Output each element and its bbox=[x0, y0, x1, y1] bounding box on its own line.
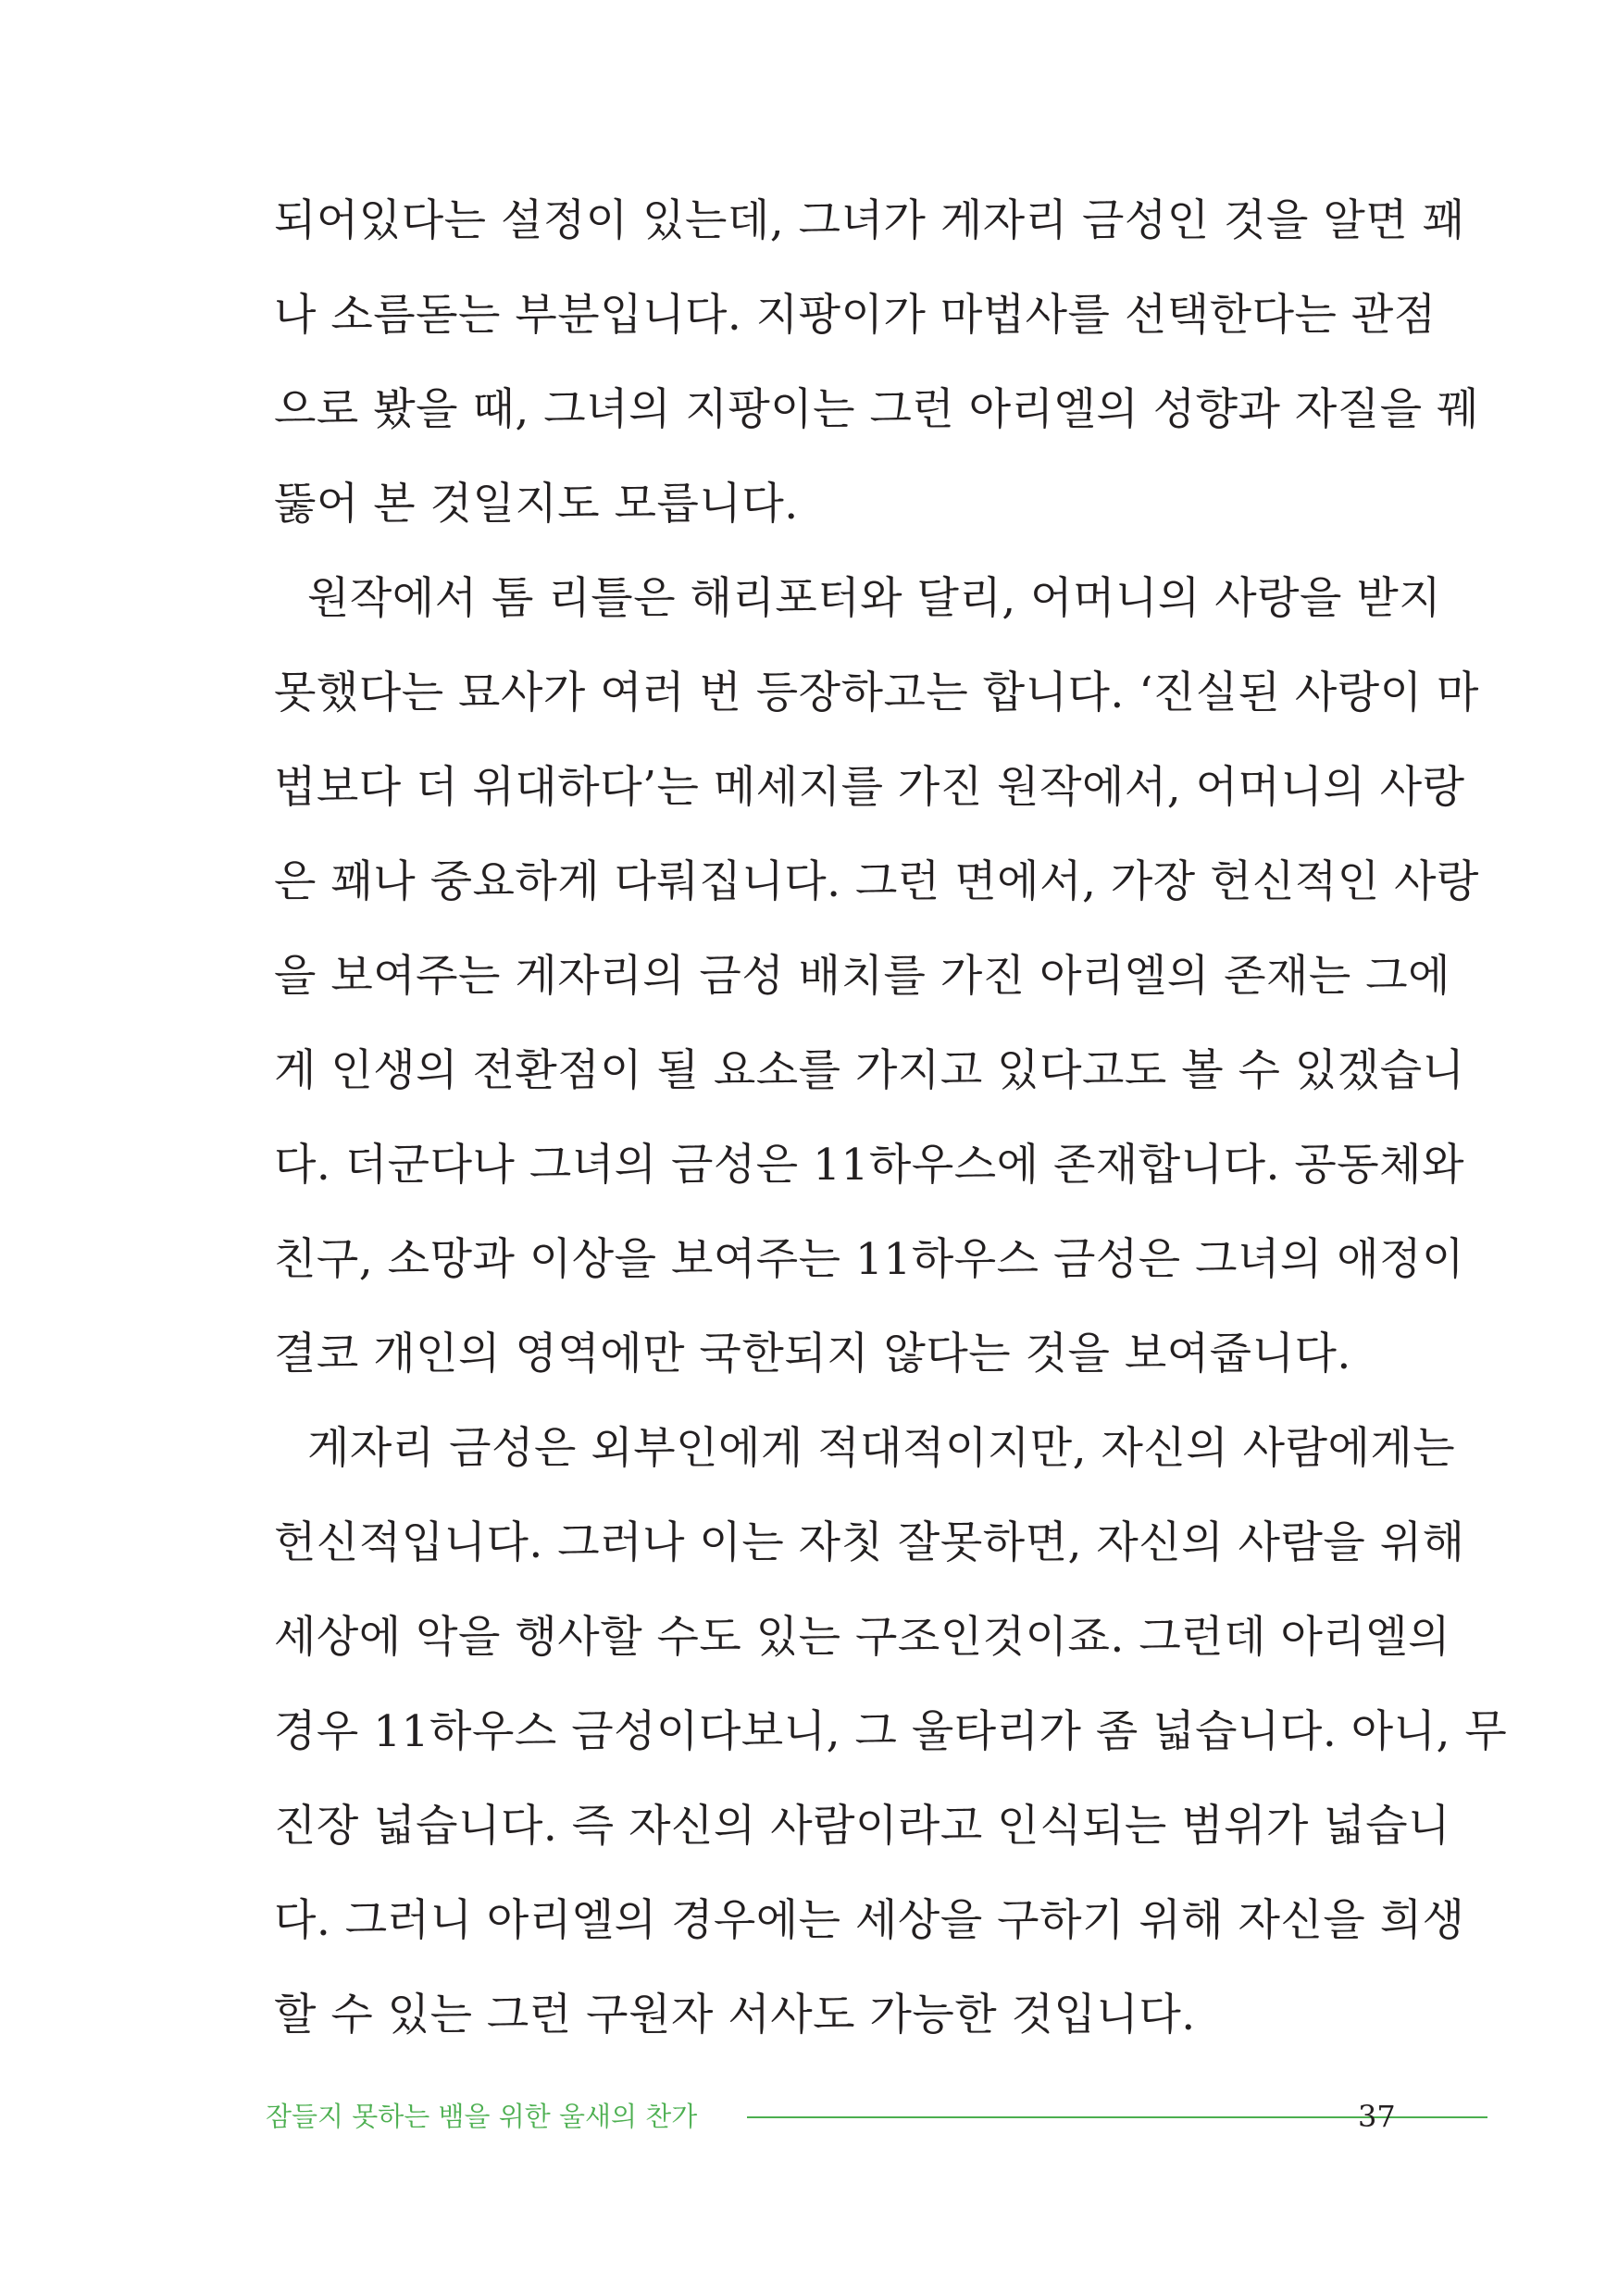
text-line: 다. 그러니 아리엘의 경우에는 세상을 구하기 위해 자신을 희생 bbox=[274, 1895, 1465, 1946]
page-number: 37 bbox=[1358, 2099, 1396, 2134]
book-title: 잠들지 못하는 뱀을 위한 울새의 찬가 bbox=[266, 2101, 698, 2132]
text-line: 결코 개인의 영역에만 국한되지 않다는 것을 보여줍니다. bbox=[274, 1329, 1351, 1379]
text-line: 다. 더군다나 그녀의 금성은 11하우스에 존재합니다. 공동체와 bbox=[274, 1140, 1464, 1191]
text-line: 되어있다는 설정이 있는데, 그녀가 게자리 금성인 것을 알면 꽤 bbox=[274, 195, 1465, 246]
text-line: 은 꽤나 중요하게 다뤄집니다. 그런 면에서, 가장 헌신적인 사랑 bbox=[274, 856, 1479, 907]
text-line: 경우 11하우스 금성이다보니, 그 울타리가 좀 넓습니다. 아니, 무 bbox=[274, 1706, 1508, 1757]
text-line: 친구, 소망과 이상을 보여주는 11하우스 금성은 그녀의 애정이 bbox=[274, 1234, 1464, 1285]
text-line: 으로 봤을 때, 그녀의 지팡이는 그런 아리엘의 성향과 자질을 꿰 bbox=[274, 384, 1479, 435]
text-line: 진장 넓습니다. 즉 자신의 사람이라고 인식되는 범위가 넓습니 bbox=[274, 1801, 1451, 1852]
text-line: 을 보여주는 게자리의 금성 배치를 가진 아리엘의 존재는 그에 bbox=[274, 951, 1451, 1002]
paragraph-start-line: 원작에서 톰 리틀은 해리포터와 달리, 어머니의 사랑을 받지 bbox=[307, 573, 1442, 624]
text-line: 게 인생의 전환점이 될 요소를 가지고 있다고도 볼 수 있겠습니 bbox=[274, 1045, 1465, 1096]
text-line: 나 소름돋는 부분입니다. 지팡이가 마법사를 선택한다는 관점 bbox=[274, 290, 1437, 341]
paragraph-start-line: 게자리 금성은 외부인에게 적대적이지만, 자신의 사람에게는 bbox=[307, 1423, 1456, 1474]
text-line: 할 수 있는 그런 구원자 서사도 가능한 것입니다. bbox=[274, 1990, 1196, 2040]
text-line: 헌신적입니다. 그러나 이는 자칫 잘못하면, 자신의 사람을 위해 bbox=[274, 1517, 1465, 1568]
text-line: 못했다는 묘사가 여러 번 등장하고는 합니다. ‘진실된 사랑이 마 bbox=[274, 668, 1479, 718]
text-line: 법보다 더 위대하다’는 메세지를 가진 원작에서, 어머니의 사랑 bbox=[274, 762, 1465, 813]
text-line: 뚫어 본 것일지도 모릅니다. bbox=[274, 479, 799, 530]
body-text bbox=[274, 174, 1508, 2063]
page-footer bbox=[266, 2094, 1396, 2139]
text-line: 세상에 악을 행사할 수도 있는 구조인것이죠. 그런데 아리엘의 bbox=[274, 1612, 1451, 1663]
